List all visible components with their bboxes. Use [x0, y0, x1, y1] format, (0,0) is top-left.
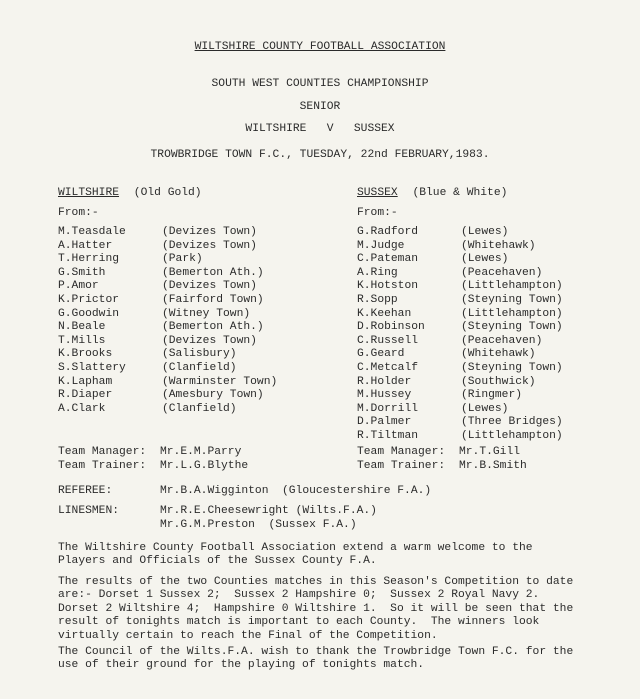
player-name: K.Brooks — [58, 348, 113, 361]
wiltshire-player-row — [58, 403, 277, 417]
sussex-manager: Mr.T.Gill — [459, 446, 521, 458]
player-club: (Steyning Town) — [461, 293, 563, 306]
wiltshire-player-row — [58, 335, 277, 349]
match-officials — [58, 485, 431, 533]
wiltshire-player-row — [58, 280, 277, 294]
wiltshire-manager: Mr.E.M.Parry — [160, 446, 242, 458]
sussex-colours: (Blue & White) — [412, 187, 508, 199]
player-club: (Amesbury Town) — [162, 389, 264, 402]
player-name: R.Sopp — [357, 293, 398, 306]
player-name: P.Amor — [58, 280, 99, 293]
sussex-player-row — [357, 403, 563, 417]
player-club: (Peacehaven) — [461, 266, 543, 279]
sussex-player-row — [357, 348, 563, 362]
wiltshire-player-row — [58, 362, 277, 376]
player-club: (Whitehawk) — [461, 239, 536, 252]
wiltshire-player-row — [58, 294, 277, 308]
player-club: (Three Bridges) — [461, 416, 563, 429]
referee: Mr.B.A.Wigginton (Gloucestershire F.A.) — [160, 485, 432, 497]
player-name: R.Diaper — [58, 389, 113, 402]
sussex-player-row — [357, 389, 563, 403]
player-name: T.Mills — [58, 334, 106, 347]
player-club: (Littlehampton) — [461, 307, 563, 320]
wiltshire-player-row — [58, 308, 277, 322]
match-title: WILTSHIRE V SUSSEX — [245, 123, 395, 135]
wiltshire-heading — [58, 187, 202, 200]
wiltshire-player-row — [58, 226, 277, 240]
player-name: D.Robinson — [357, 321, 425, 334]
player-club: (Devizes Town) — [162, 280, 257, 293]
wiltshire-player-row — [58, 240, 277, 254]
sussex-player-row — [357, 267, 563, 281]
venue-line: TROWBRIDGE TOWN F.C., TUESDAY, 22nd FEBRUARY,1983. — [150, 149, 490, 161]
wiltshire-player-row — [58, 348, 277, 362]
sussex-team-name: SUSSEX — [357, 187, 398, 199]
wiltshire-player-row — [58, 321, 277, 335]
player-name: K.Lapham — [58, 375, 113, 388]
player-name: M.Teasdale — [58, 226, 126, 238]
player-club: (Clanfield) — [162, 361, 237, 374]
sussex-manager-label: Team Manager: — [357, 446, 446, 458]
player-name: M.Hussey — [357, 389, 412, 402]
player-name: G.Radford — [357, 226, 419, 238]
welcome-paragraph: The Wiltshire County Football Association extend a warm welcome to the Players and Officials of the Sussex County F.A. — [58, 542, 533, 568]
player-name: G.Goodwin — [58, 307, 120, 320]
wiltshire-from-label: From:- — [58, 207, 99, 219]
player-name: K.Prictor — [58, 293, 120, 306]
sussex-player-row — [357, 430, 563, 444]
player-name: T.Herring — [58, 253, 120, 266]
association-title: WILTSHIRE COUNTY FOOTBALL ASSOCIATION — [194, 41, 446, 53]
player-name: R.Tiltman — [357, 429, 419, 442]
sussex-player-row — [357, 253, 563, 267]
player-name: K.Hotston — [357, 280, 419, 293]
player-club: (Lewes) — [461, 402, 509, 415]
results-paragraph: The results of the two Counties matches in this Season's Competition to date are:- Dorset 1 Sussex 2; Sussex 2 Hampshire 0; Sussex 2 Royal Navy 2. Dorset 2 Wiltshire 4; Hampshire 0 Wiltshire 1. So it will be seen that the result of tonights match is important to each County. The winners look virtually certain to reach the Final of the Competition. — [58, 576, 574, 642]
sussex-trainer: Mr.B.Smith — [459, 460, 527, 472]
sussex-staff — [357, 446, 527, 474]
player-club: (Devizes Town) — [162, 226, 257, 238]
player-club: (Clanfield) — [162, 402, 237, 415]
player-club: (Steyning Town) — [461, 361, 563, 374]
sussex-heading — [357, 187, 507, 200]
player-name: A.Ring — [357, 266, 398, 279]
sussex-player-row — [357, 376, 563, 390]
player-club: (Bemerton Ath.) — [162, 266, 264, 279]
wiltshire-player-list — [58, 226, 277, 416]
wiltshire-manager-label: Team Manager: — [58, 446, 147, 458]
sussex-player-row — [357, 294, 563, 308]
sussex-player-row — [357, 226, 563, 240]
sussex-trainer-label: Team Trainer: — [357, 460, 446, 472]
player-name: G.Smith — [58, 266, 106, 279]
player-club: (Devizes Town) — [162, 334, 257, 347]
player-club: (Littlehampton) — [461, 280, 563, 293]
wiltshire-trainer: Mr.L.G.Blythe — [160, 460, 249, 472]
wiltshire-player-row — [58, 267, 277, 281]
wiltshire-trainer-label: Team Trainer: — [58, 460, 147, 472]
wiltshire-player-row — [58, 376, 277, 390]
wiltshire-colours: (Old Gold) — [133, 187, 202, 199]
player-club: (Devizes Town) — [162, 239, 257, 252]
player-name: G.Geard — [357, 348, 405, 361]
sussex-player-row — [357, 321, 563, 335]
wiltshire-staff — [58, 446, 248, 474]
player-name: N.Beale — [58, 321, 106, 334]
wiltshire-team-name: WILTSHIRE — [58, 187, 120, 199]
player-name: D.Palmer — [357, 416, 412, 429]
sussex-from-label: From:- — [357, 207, 398, 219]
player-club: (Warminster Town) — [162, 375, 278, 388]
player-club: (Ringmer) — [461, 389, 523, 402]
player-club: (Fairford Town) — [162, 293, 264, 306]
player-name: S.Slattery — [58, 361, 126, 374]
player-name: C.Russell — [357, 334, 419, 347]
player-name: A.Hatter — [58, 239, 113, 252]
sussex-player-row — [357, 416, 563, 430]
sussex-player-row — [357, 240, 563, 254]
linesman-1: Mr.R.E.Cheesewright (Wilts.F.A.) — [160, 505, 377, 517]
player-name: K.Keehan — [357, 307, 412, 320]
thanks-paragraph: The Council of the Wilts.F.A. wish to thank the Trowbridge Town F.C. for the use of their ground for the playing of tonights match. — [58, 646, 574, 672]
player-club: (Whitehawk) — [461, 348, 536, 361]
sussex-player-row — [357, 335, 563, 349]
referee-label: REFEREE: — [58, 485, 113, 497]
sussex-player-row — [357, 362, 563, 376]
sussex-player-row — [357, 308, 563, 322]
player-club: (Lewes) — [461, 226, 509, 238]
player-club: (Park) — [162, 253, 203, 266]
player-club: (Littlehampton) — [461, 429, 563, 442]
player-club: (Lewes) — [461, 253, 509, 266]
player-name: M.Dorrill — [357, 402, 419, 415]
linesmen-label: LINESMEN: — [58, 505, 120, 517]
player-name: M.Judge — [357, 239, 405, 252]
player-club: (Steyning Town) — [461, 321, 563, 334]
player-club: (Witney Town) — [162, 307, 251, 320]
player-club: (Bemerton Ath.) — [162, 321, 264, 334]
player-name: C.Pateman — [357, 253, 419, 266]
linesman-2: Mr.G.M.Preston (Sussex F.A.) — [160, 519, 357, 531]
player-name: A.Clark — [58, 402, 106, 415]
sussex-player-list — [357, 226, 563, 444]
championship-title: SOUTH WEST COUNTIES CHAMPIONSHIP — [211, 78, 429, 90]
sussex-player-row — [357, 280, 563, 294]
player-name: C.Metcalf — [357, 361, 419, 374]
wiltshire-player-row — [58, 389, 277, 403]
player-club: (Southwick) — [461, 375, 536, 388]
player-club: (Peacehaven) — [461, 334, 543, 347]
wiltshire-player-row — [58, 253, 277, 267]
player-name: R.Holder — [357, 375, 412, 388]
level-title: SENIOR — [299, 101, 341, 113]
player-club: (Salisbury) — [162, 348, 237, 361]
